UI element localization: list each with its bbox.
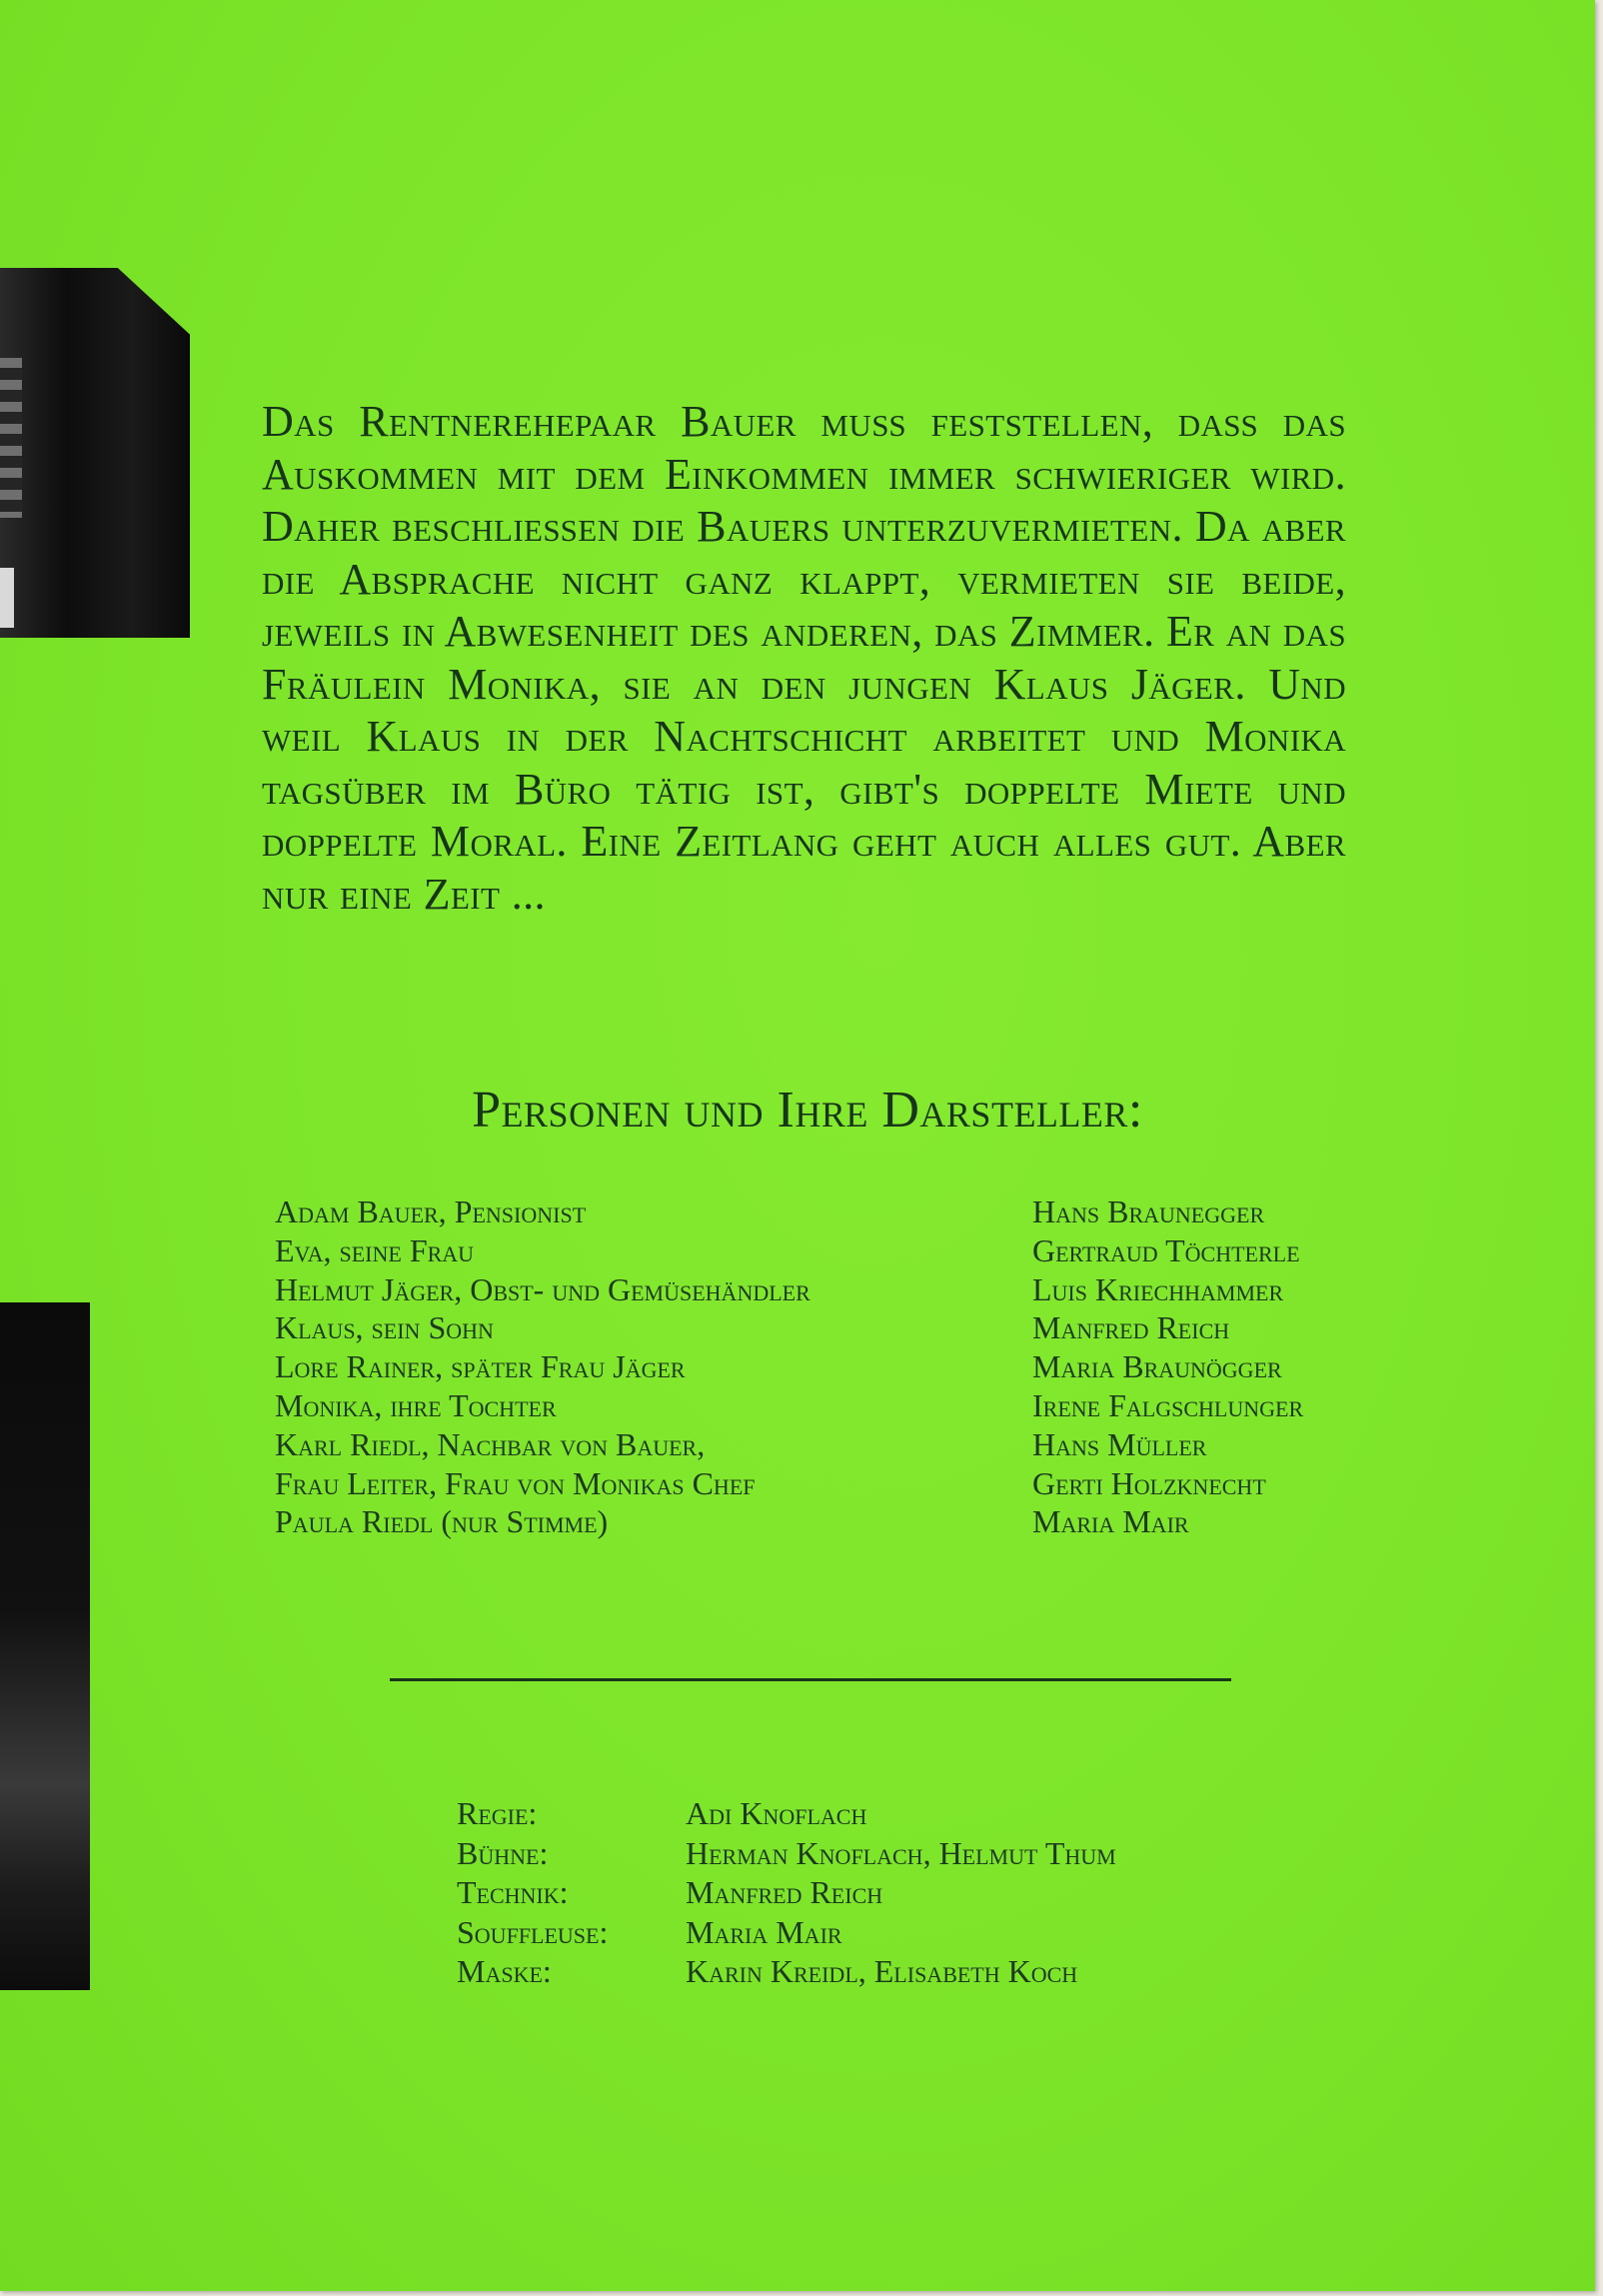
- crew-label: Technik:: [457, 1874, 569, 1910]
- cast-role: Klaus, sein Sohn: [275, 1309, 494, 1346]
- cast-actor: Hans Braunegger: [1032, 1193, 1265, 1229]
- crew-label: Bühne:: [457, 1834, 549, 1871]
- section-divider: [390, 1678, 1231, 1681]
- crew-label: Maske:: [457, 1953, 552, 1989]
- cast-heading: Personen und Ihre Darsteller:: [472, 1082, 1143, 1139]
- cast-actor: Maria Mair: [1032, 1503, 1189, 1540]
- synopsis-text: Das Rentnerehepaar Bauer muß feststellen, daß das Auskommen mit dem Einkommen immer schwieriger wird. Daher beschließen die Bauers unterzuvermieten. Da aber die Absprache nicht ganz klappt, vermieten sie beide, jeweils in Abwesenheit des anderen, das Zimmer. Er an das Fräulein Monika, sie an den jungen Klaus Jäger. Und weil Klaus in der Nachtschicht arbeitet und Monika tagsüber im Büro tätig ist, gibt's doppelte Miete und doppelte Moral. Eine Zeitlang geht auch alles gut. Aber nur eine Zeit ...: [262, 397, 1346, 919]
- crew-name: Herman Knoflach, Helmut Thum: [686, 1834, 1116, 1871]
- crew-label: Regie:: [457, 1795, 538, 1831]
- crew-label: Souffleuse:: [457, 1913, 609, 1950]
- cast-role: Paula Riedl (nur Stimme): [275, 1503, 609, 1540]
- crew-labels-column: [457, 1794, 608, 1992]
- cast-actor: Hans Müller: [1032, 1425, 1207, 1462]
- cast-actor: Luis Kriechhammer: [1032, 1270, 1284, 1307]
- crew-name: Adi Knoflach: [686, 1795, 867, 1831]
- cast-role: Adam Bauer, Pensionist: [275, 1193, 587, 1229]
- cast-role: Lore Rainer, später Frau Jäger: [275, 1348, 686, 1385]
- cast-actor: Manfred Reich: [1032, 1309, 1230, 1346]
- cast-actor: Gertraud Töchterle: [1032, 1231, 1300, 1268]
- crew-name: Maria Mair: [686, 1913, 842, 1950]
- crew-names-column: [686, 1794, 1116, 1992]
- cast-actor: Gerti Holzknecht: [1032, 1464, 1266, 1501]
- crew-name: Karin Kreidl, Elisabeth Koch: [686, 1953, 1078, 1989]
- cast-role: Frau Leiter, Frau von Monikas Chef: [275, 1464, 756, 1501]
- cast-actor: Irene Falgschlunger: [1032, 1386, 1304, 1423]
- cast-role: Eva, seine Frau: [275, 1231, 475, 1268]
- cast-roles-column: [275, 1192, 810, 1541]
- cast-actors-column: [1032, 1192, 1303, 1541]
- cast-role: Monika, ihre Tochter: [275, 1386, 557, 1423]
- cast-role: Karl Riedl, Nachbar von Bauer,: [275, 1425, 706, 1462]
- photo-fragment-top: [0, 268, 190, 638]
- cast-actor: Maria Braunögger: [1032, 1348, 1282, 1385]
- photo-fragment-bottom: [0, 1302, 90, 1990]
- cast-role: Helmut Jäger, Obst- und Gemüsehändler: [275, 1270, 810, 1307]
- crew-name: Manfred Reich: [686, 1874, 883, 1910]
